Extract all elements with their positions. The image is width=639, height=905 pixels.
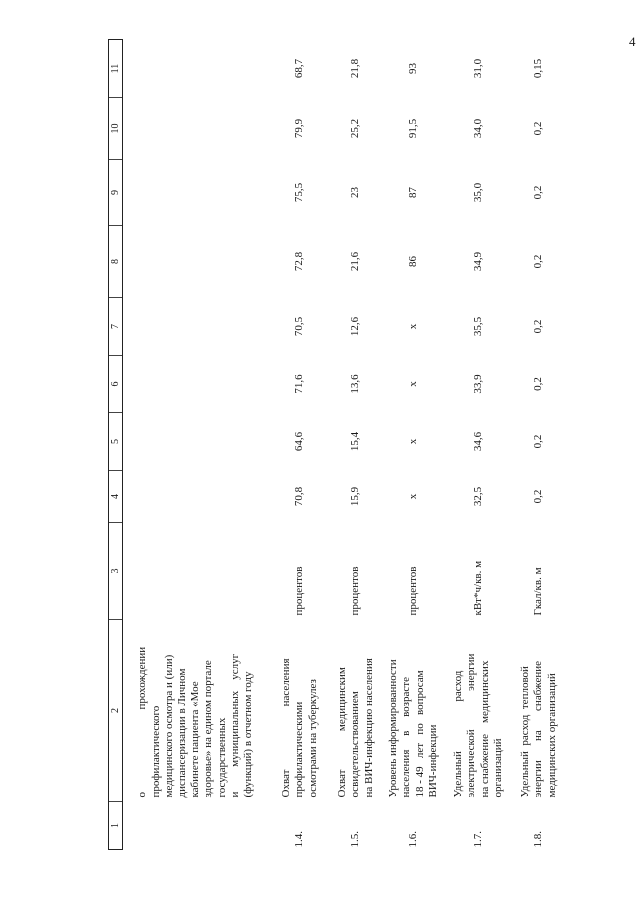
table-body [123,40,568,850]
value-cell: x [406,493,419,500]
table-row [332,40,381,850]
value-cell: 0,2 [532,319,545,334]
indicator-name [381,620,447,802]
value-cell: 70,8 [293,486,306,507]
value-cell: x [406,381,419,387]
column-number: 4 [109,471,123,523]
value-cell [123,98,269,160]
value-cell: 21,6 [349,251,362,272]
value-cell: 91,5 [406,118,419,139]
value-cell [123,40,269,98]
value-cell: 35,0 [471,182,484,203]
indicator-name-line: осмотрами на туберкулез [306,679,319,798]
value-cell [123,226,269,298]
indicator-name-line: (функций) в отчетном году [241,671,254,798]
column-number: 1 [109,802,123,850]
value-cell: 86 [406,256,419,267]
indicator-name-line: медицинского осмотра и (или) [162,654,175,798]
table-row [381,40,447,850]
indicator-name-line: о прохождении [136,646,149,798]
indicator-name-line: Охват населения [280,658,293,798]
row-number: 1.8. [532,831,545,848]
value-cell: 33,9 [471,374,484,394]
indicator-name-line: на ВИЧ-инфекцию населения [362,658,375,798]
indicator-name-line: Удельный расход тепловой [519,666,532,798]
column-number-row [109,40,123,850]
column-number: 3 [109,523,123,620]
row-number: 1.6. [406,831,419,848]
unit-cell: процентов [293,566,306,616]
column-number: 5 [109,413,123,471]
value-cell [123,298,269,356]
value-cell: 0,2 [532,121,545,136]
indicator-name [447,620,511,802]
column-number: 11 [109,40,123,98]
value-cell: 0,2 [532,185,545,200]
unit-cell: кВт*ч/кв. м [471,560,484,616]
row-number: 1.4. [293,831,306,848]
value-cell: 79,9 [293,118,306,139]
indicator-name-line: диспансеризации в Личном [175,668,188,798]
value-cell: 0,2 [532,254,545,269]
indicator-name-line: государственных [215,717,228,798]
indicator-name-line: энергии на снабжение [532,660,545,798]
table-row [511,40,568,850]
value-cell: 34,6 [471,431,484,452]
value-cell [123,160,269,226]
indicator-name-line: на снабжение медицинских [478,660,491,798]
value-cell: x [406,323,419,330]
value-cell: 0,2 [532,434,545,449]
unit-cell: процентов [406,566,419,616]
indicator-name-line: Уровень информированности [387,659,400,798]
page-number: 4 [629,34,636,49]
value-cell: 68,7 [293,58,306,79]
value-cell: 32,5 [471,486,484,507]
indicators-table [108,39,568,850]
value-cell: x [406,438,419,445]
column-number: 8 [109,226,123,298]
value-cell: 34,0 [471,118,484,139]
value-cell: 71,6 [293,374,306,394]
indicator-name-line: Удельный расход [452,670,465,798]
value-cell: 34,9 [471,251,484,272]
indicator-name [332,620,381,802]
value-cell: 0,2 [532,489,545,504]
column-number: 10 [109,98,123,160]
indicator-name-line: освидетельствованием [349,691,362,798]
indicator-name [511,620,568,802]
indicator-name-line: 18 - 49 лет по вопросам [413,670,426,798]
indicator-name-line: электрической энергии [465,653,478,798]
value-cell: 64,6 [293,431,306,452]
indicator-name-line: населения в возрасте [400,677,413,798]
value-cell [123,471,269,523]
table-row [447,40,511,850]
rotated-table-area [108,40,628,850]
indicator-name-line: профилактическими [293,701,306,798]
row-number: 1.5. [349,831,362,848]
column-number: 7 [109,298,123,356]
indicator-name [123,620,269,802]
indicator-name-line: организаций [491,738,504,798]
value-cell: 75,5 [293,182,306,203]
table-row [123,40,269,850]
value-cell: 21,8 [349,58,362,79]
value-cell: 15,4 [349,431,362,452]
column-number: 2 [109,620,123,802]
value-cell [123,413,269,471]
indicator-name-line: профилактического [149,705,162,798]
value-cell: 13,6 [349,374,362,394]
unit-cell: Гкал/кв. м [532,567,545,616]
column-number: 9 [109,160,123,226]
value-cell [123,356,269,413]
indicator-name-line: и муниципальных услуг [228,653,241,798]
value-cell: 15,9 [349,486,362,507]
table-row [269,40,332,850]
value-cell: 31,0 [471,58,484,79]
value-cell: 25,2 [349,118,362,139]
indicator-name-line: Охват медицинским [336,667,349,798]
column-number: 6 [109,356,123,413]
value-cell: 23 [349,187,362,198]
value-cell: 0,2 [532,377,545,391]
value-cell: 87 [406,187,419,198]
value-cell: 93 [406,63,419,74]
indicator-name-line: медицинских организаций [545,673,558,798]
indicator-name-line: кабинете пациента «Мое [189,681,202,798]
indicator-name [269,620,332,802]
value-cell: 70,5 [293,316,306,337]
unit-cell [123,523,269,620]
value-cell: 0,15 [532,58,545,79]
value-cell: 72,8 [293,251,306,272]
value-cell: 35,5 [471,316,484,337]
row-number: 1.7. [471,831,484,848]
indicator-name-line: ВИЧ-инфекции [426,724,439,798]
indicator-name-line: здоровье» на едином портале [202,660,215,798]
value-cell: 12,6 [349,316,362,337]
unit-cell: процентов [349,566,362,616]
row-number [123,802,269,850]
